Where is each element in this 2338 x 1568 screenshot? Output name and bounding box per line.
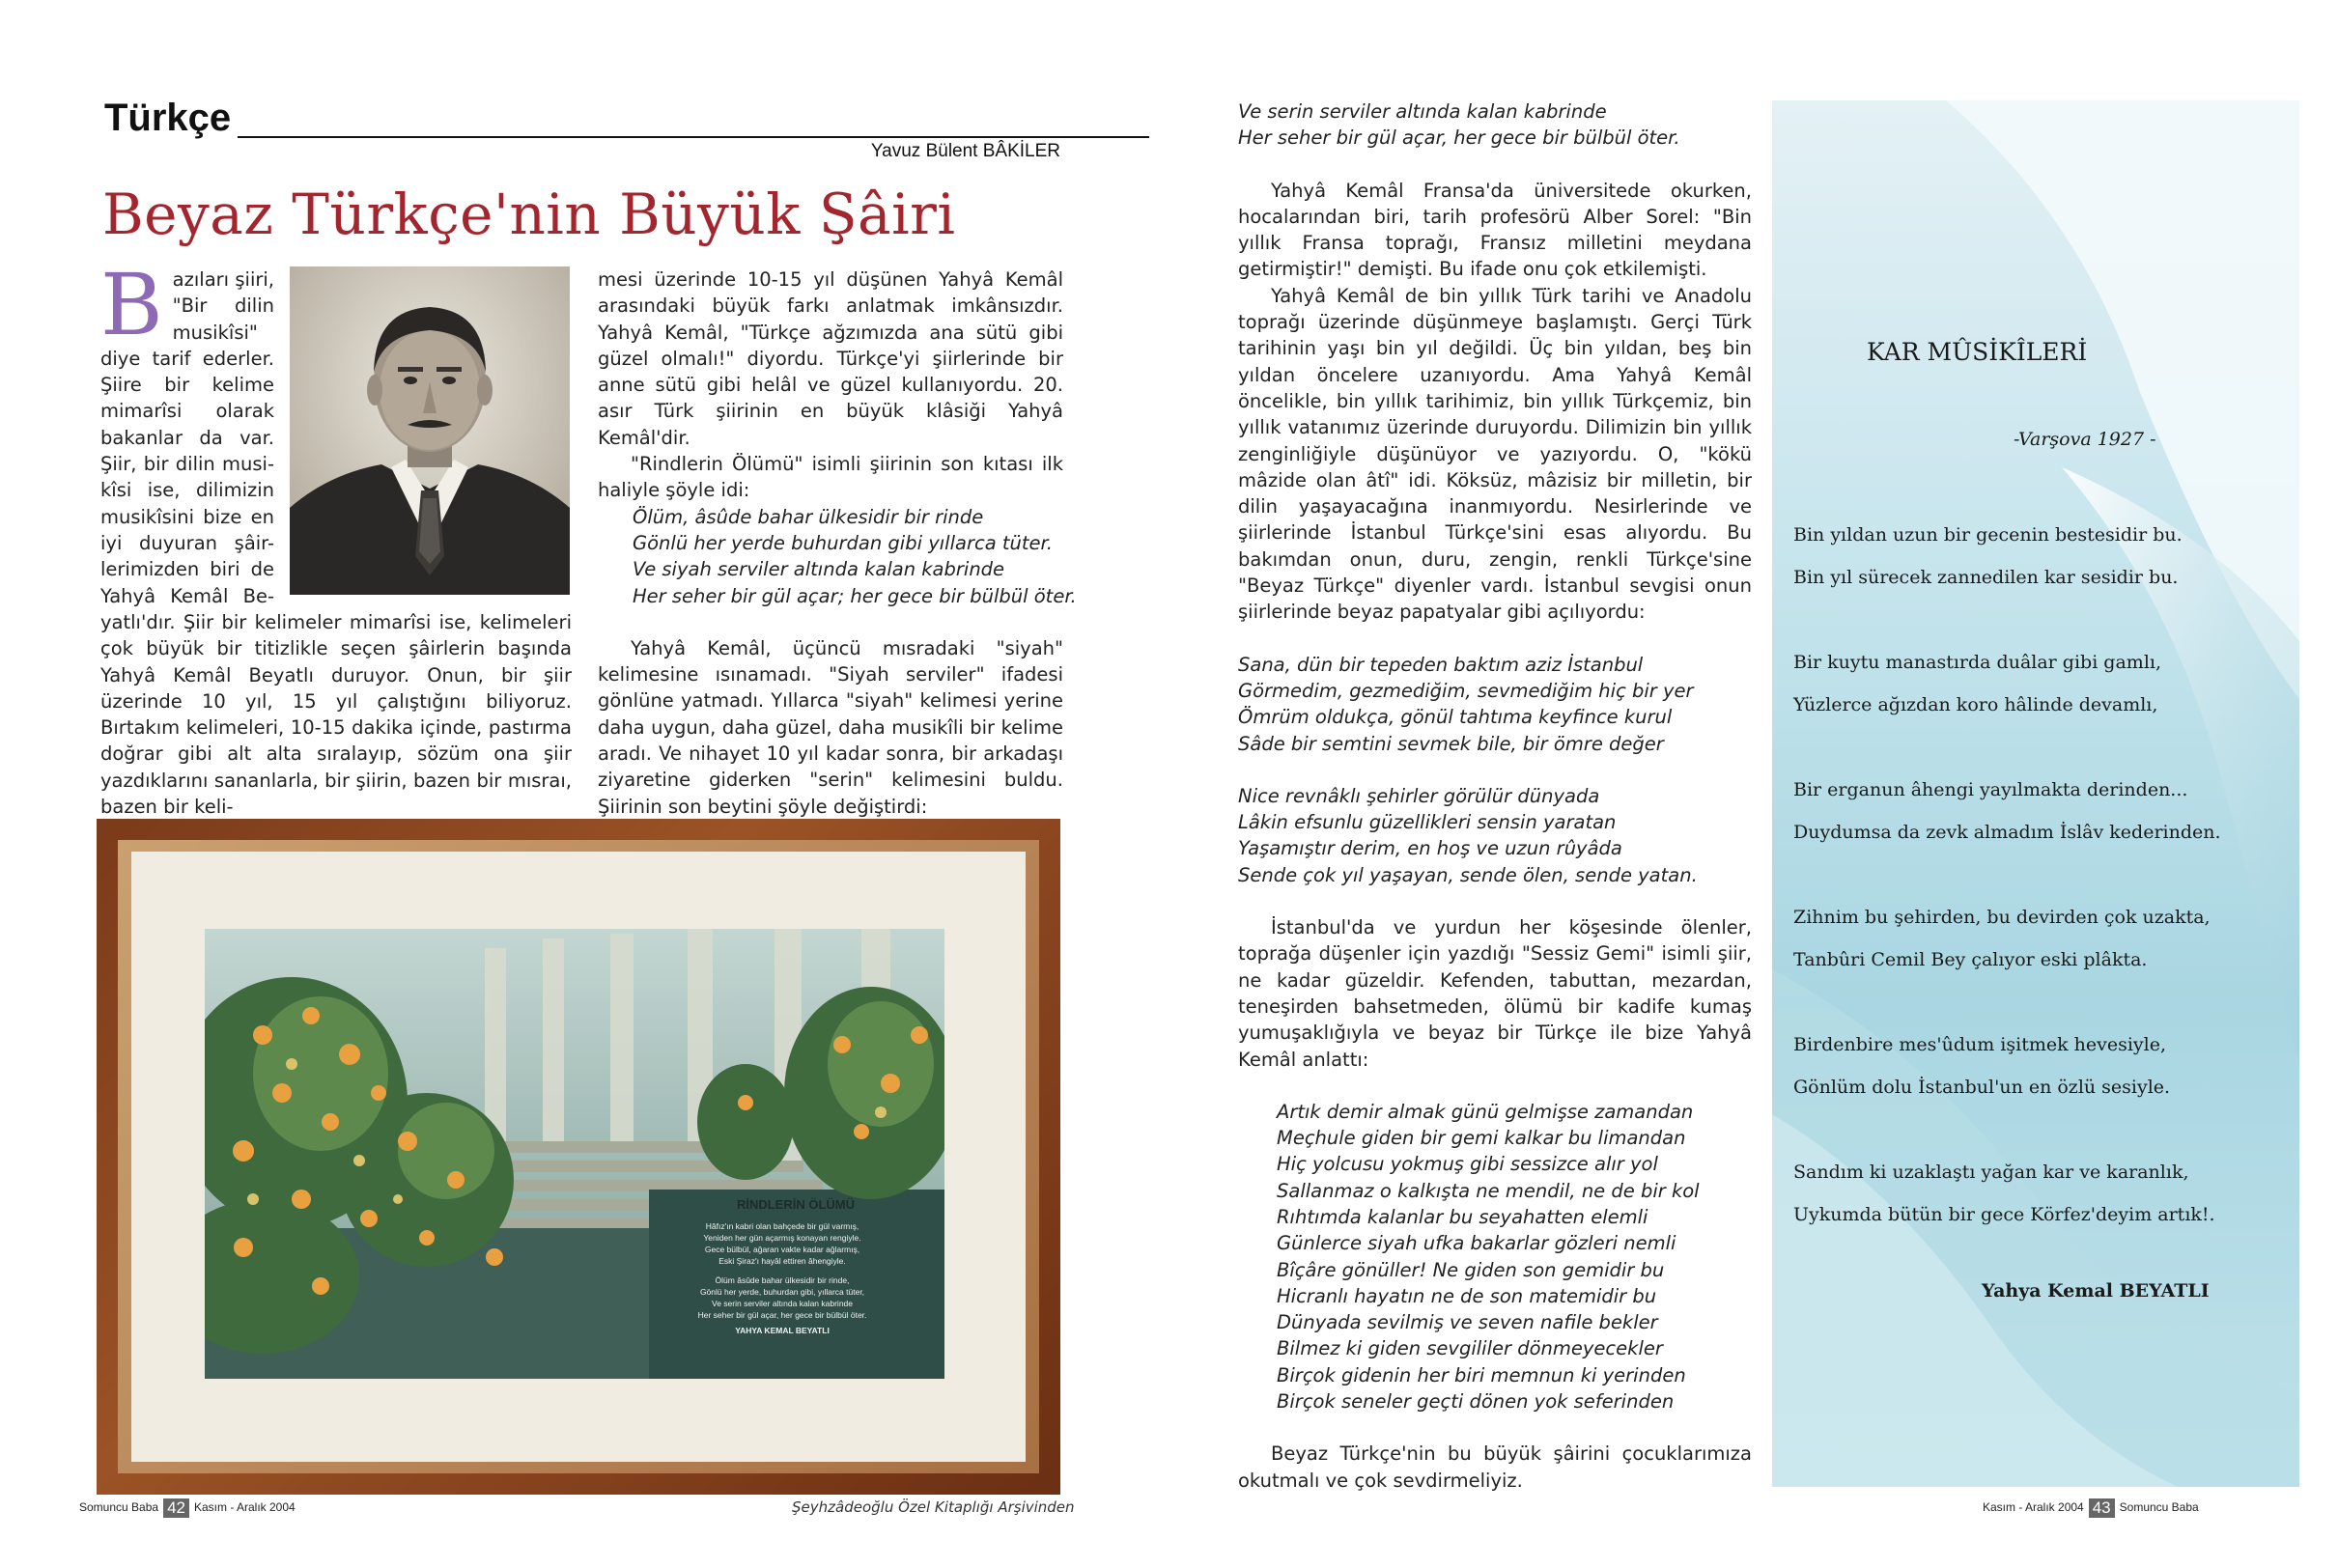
poem-line: Sende çok yıl yaşayan, sende ölen, sende yatan. <box>1238 863 1698 886</box>
poem-line: Her seher bir gül açar; her gece bir bülbül öter. <box>633 584 1077 607</box>
poem-line: Her seher bir gül açar, her gece bir bülbül öter. <box>1238 126 1680 150</box>
body-paragraph: "Rindlerin Ölümü" isimli şiirinin son kıtası ilk haliyle şöyle idi: <box>598 453 1063 502</box>
poem-line: Dünyada sevilmiş ve seven nafile bekler <box>1277 1311 1658 1334</box>
painting-title: RİNDLERİN ÖLÜMÜ <box>736 1197 856 1212</box>
intro-line: Şiir, bir dilin musi- <box>100 453 274 476</box>
body-paragraph: Beyaz Türkçe'nin bu büyük şâirini çocuklarımıza okutmalı ve çok sevdirmeliyiz. <box>1238 1442 1752 1492</box>
verse-line: Bin yıl sürecek zannedilen kar sesidir bu. <box>1793 567 2179 588</box>
verse-line: Yüzlerce ağızdan koro hâlinde devamlı, <box>1793 694 2158 715</box>
poem-istanbul-2 <box>1238 783 1752 888</box>
body-paragraph: Yahyâ Kemâl, üçüncü mısradaki "siyah" kelimesine ısınamadı. "Siyah serviler" ifadesi gönlüne yatmadı. Yıllarca "siyah" kelimesi yerine daha uygun, daha güzel, daha musikîli bir kelime aradı. Ve nihayet 10 yıl kadar sonra, bir arkadaşı ziyaretine giderken "serin" kelimesini buldu. Şiirinin son beytini şöyle değiştirdi: <box>598 636 1063 818</box>
intro-line: Yahyâ Kemâl Be- <box>100 584 274 607</box>
body-paragraph: İstanbul'da ve yurdun her köşesinde ölenler, toprağa düşenler için yazdığı "Sessiz Gemi" isimli şiir, ne kadar güzeldir. Kefenden, tabuttan, mezardan, teneşirden bahsetmeden, ölümü bir kadife kumaş yumuşaklığıyla ve beyaz bir Türkçe ile bize Yahyâ Kemâl anlattı: <box>1238 916 1752 1071</box>
footer-date: Kasım - Aralık 2004 <box>193 1500 296 1515</box>
section-rule <box>238 136 1149 138</box>
column-3 <box>1238 98 1752 1494</box>
verse-line: Bir kuytu manastırda duâlar gibi gamlı, <box>1793 652 2162 673</box>
intro-line: "Bir dilin <box>172 294 274 318</box>
verse-line: Sandım ki uzaklaştı yağan kar ve karanlık, <box>1793 1162 2189 1183</box>
intro-line: mimarîsi olarak <box>100 400 274 423</box>
verse-line: Duydumsa da zevk almadım İslâv kederinden. <box>1793 822 2221 843</box>
poem-istanbul-1 <box>1238 652 1752 757</box>
body-paragraph: yatlı'dır. Şiir bir kelimeler mimarîsi ise, kelimeleri çok büyük bir titizlikle seçen şâirlerin başında Yahyâ Kemâl Beyatlı duruyor. Onun, bir şiir üzerinde 10 yıl, 15 yıl çalıştığını biliyoruz. Bırtakım kelimeleri, 10-15 dakika içinde, pastırma doğrar gibi alt alta sıralayıp, sözüm ona şiir yazdıklarını sananlarla, bir şiirin, bazen bir mısraı, bazen bir keli- <box>100 611 572 819</box>
poem-line: Hiç yolcusu yokmuş gibi sessizce alır yol <box>1277 1153 1658 1176</box>
poem-line: Meçhule giden bir gemi kalkar bu limandan <box>1277 1127 1686 1150</box>
verse-line: Uykumda bütün bir gece Körfez'deyim artık!. <box>1793 1204 2215 1225</box>
poem-line: Bilmez ki giden sevgililer dönmeyecekler <box>1277 1337 1663 1360</box>
body-paragraph: Yahyâ Kemâl Fransa'da üniversitede okurken, hocalarından biri, tarih profesörü Alber Sorel: "Bin yıllık Fransa toprağı, Fransız milletini meydana getirmiştir!" demişti. Bu ifade onu çok etkilemişti. <box>1238 179 1752 281</box>
poem-line: Gönlü her yerde buhurdan gibi yıllarca tüter. <box>633 531 1053 554</box>
verse-line: Tanbûri Cemil Bey çalıyor eski plâkta. <box>1793 949 2148 970</box>
poem-line: Bîçâre gönüller! Ne giden son gemidir bu <box>1277 1258 1665 1281</box>
painting-rindlerin-olumu <box>205 929 944 1379</box>
footer-right <box>1983 1498 2199 1518</box>
poem-revised <box>1238 98 1752 152</box>
poem-line: Görmedim, gezmediğim, sevmediğim hiç bir yer <box>1238 679 1694 702</box>
column-1-intro <box>100 255 274 609</box>
drop-cap: B <box>100 255 163 354</box>
page-number: 43 <box>2089 1498 2115 1518</box>
portrait-illustration <box>290 266 570 595</box>
panel-poem-title: KAR MÛSİKÎLERİ <box>1867 338 2088 366</box>
poem-line: Artık demir almak günü gelmişse zamandan <box>1277 1100 1694 1123</box>
poem-sessiz-gemi <box>1238 1099 1752 1415</box>
intro-line: lerimizden biri de <box>100 558 274 581</box>
verse-line: Bir erganun âhengi yayılmakta derinden... <box>1793 779 2188 800</box>
framed-painting <box>97 819 1060 1495</box>
footer-magazine: Somuncu Baba <box>79 1500 159 1515</box>
verse-line: Bin yıldan uzun bir gecenin bestesidir bu. <box>1793 524 2183 546</box>
verse-line: Gönlüm dolu İstanbul'un en özlü sesiyle. <box>1793 1077 2171 1098</box>
poem-line: Ömrüm oldukça, gönül tahtıma keyfince kurul <box>1238 706 1673 729</box>
body-paragraph: mesi üzerinde 10-15 yıl düşünen Yahyâ Kemâl arasındaki büyük farkı anlatmak imkânsızdır. Yahyâ Kemâl, "Türkçe ağzımızda ana sütü gibi güzel olmalı!" diyordu. Türkçe'yi şiirlerinde bir anne sütü gibi helâl ve güzel kullanıyordu. 20. asır Türk şiirinin en büyük klâsiği Yahyâ Kemâl'dir. <box>598 268 1063 449</box>
intro-line: musikîsi" <box>172 321 258 344</box>
poem-line: Nice revnâklı şehirler görülür dünyada <box>1238 784 1600 807</box>
article-title: Beyaz Türkçe'nin Büyük Şâiri <box>102 182 956 247</box>
author-name: Yavuz Bülent BÂKİLER <box>870 141 1060 161</box>
poem-original <box>598 504 1077 609</box>
column-2 <box>598 266 1077 820</box>
verse-line: Birdenbire mes'ûdum işitmek hevesiyle, <box>1793 1034 2167 1055</box>
intro-line: iyi duyuran şâir- <box>100 531 274 554</box>
body-paragraph: Yahyâ Kemâl de bin yıllık Türk tarihi ve Anadolu toprağı üzerinde düşünmeye başlamıştı. Gerçi Türk tarihinin yaşı bin yıl değildi. Üç bin yıldan, beş bin yıldan öncelere uzanıyordu. Ama Yahyâ Kemâl öncelikle, bin yıllık tarihimiz, bin yıllık Türkçemiz, bin yıllık vatanımız üzerinde duruyordu. Dilimizin bin yıllık zenginliğiyle düşünüyor ve yazıyordu. O, "kökü mâzide olan âtî" idi. Köksüz, mâzisiz bir milletin, bir dilin yaşayacağına inanmıyordu. Nesirlerinde ve şiirlerinde İstanbul Türkçe'sini esas alıyordu. Bu bakımdan onun, duru, zengin, renkli Türkçe'sine "Beyaz Türkçe" diyenler vardı. İstanbul sevgisi onun şiirlerinde beyaz papatyalar gibi açılıyordu: <box>1238 284 1752 624</box>
intro-line: bakanlar da var. <box>100 426 274 449</box>
column-1-body <box>100 609 572 820</box>
intro-line: diye tarif ederler. <box>100 347 274 370</box>
poem-line: Ölüm, âsûde bahar ülkesidir bir rinde <box>633 505 984 528</box>
poem-line: Hicranlı hayatın ne de son matemidir bu <box>1277 1284 1657 1307</box>
poem-line: Lâkin efsunlu güzellikleri sensin yaratan <box>1238 811 1617 834</box>
panel-poem-subtitle: -Varşova 1927 - <box>2014 429 2156 450</box>
poem-line: Sana, dün bir tepeden baktım aziz İstanbul <box>1238 653 1644 676</box>
portrait-photo <box>290 266 570 595</box>
panel-poem-verses <box>1793 514 2221 1236</box>
footer-left <box>79 1498 296 1518</box>
intro-line: Şiire bir kelime <box>100 374 274 397</box>
poem-line: Birçok seneler geçti dönen yok seferinden <box>1277 1390 1675 1414</box>
section-title: Türkçe <box>104 97 232 139</box>
image-caption: Şeyhzâdeoğlu Özel Kitaplığı Arşivinden <box>792 1498 1075 1516</box>
poem-line: Birçok gidenin her biri memnun ki yerinden <box>1277 1363 1686 1386</box>
panel-poem-author: Yahya Kemal BEYATLI <box>1982 1280 2210 1302</box>
footer-magazine: Somuncu Baba <box>2119 1500 2199 1515</box>
poem-line: Ve serin serviler altında kalan kabrinde <box>1238 100 1607 123</box>
verse-line: Zihnim bu şehirden, bu devirden çok uzakta, <box>1793 907 2211 928</box>
footer-date: Kasım - Aralık 2004 <box>1983 1500 2084 1515</box>
poem-line: Yaşamıştır derim, en hoş ve uzun rûyâda <box>1238 837 1622 860</box>
poem-line: Sallanmaz o kalkışta ne mendil, ne de bir kol <box>1277 1179 1700 1202</box>
painting-verse: Hâfız'ın kabri olan bahçede bir gül varmış, Yeniden her gün açarmış konayan rengiyle. Gece bülbül, ağaran vakte kadar ağlarmış, Eski Şiraz'ı hayâl ettiren âhengiyle. Ölüm âsûde bahar ülkesidir bir rinde, Gönlü her yerde, buhurdan gibi, yıllarca tüter, Ve serin serviler altında kalan kabrinde Her seher bir gül açar, her gece bir bülbül öter. YAHYA KEMAL BEYATLI <box>697 1221 867 1335</box>
page-number: 42 <box>163 1498 189 1518</box>
poem-line: Ve siyah serviler altında kalan kabrinde <box>633 558 1005 581</box>
intro-line: musikîsini bize en <box>100 505 274 528</box>
poem-line: Günlerce siyah ufka bakarlar gözleri nemli <box>1277 1232 1676 1255</box>
intro-line: azıları şiiri, <box>172 268 274 291</box>
intro-line: kîsi ise, dilimizin <box>100 479 274 502</box>
poem-line: Rıhtımda kalanlar bu seyahatten elemli <box>1277 1205 1648 1228</box>
poem-line: Sâde bir semtini sevmek bile, bir ömre değer <box>1238 732 1664 755</box>
